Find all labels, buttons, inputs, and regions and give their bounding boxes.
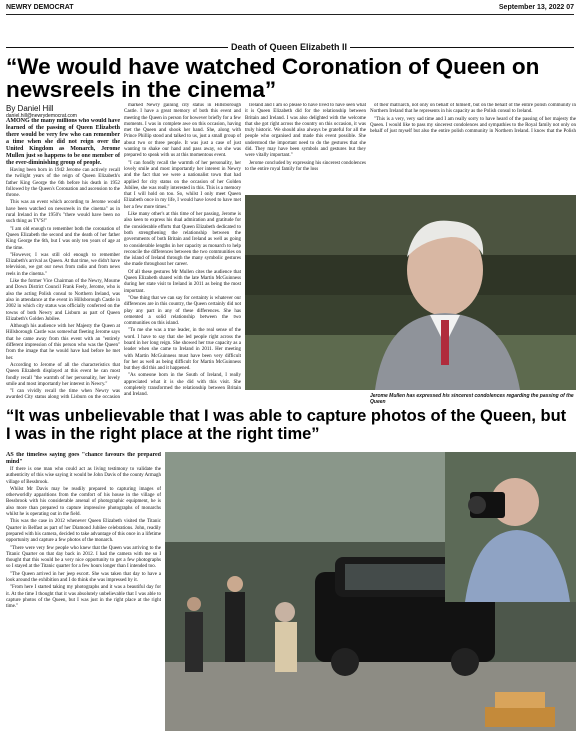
paragraph: Of all these gestures Mr Mullen cites the audience that Queen Elizabeth shared with the late Martin McGuinness during her state visit to Ireland in 2011 as being the most important. xyxy=(124,269,241,294)
paragraph: "As someone born in the South of Ireland, I really appreciated what it is she did with this visit. She completely transformed the relationship between Britain and Ireland. xyxy=(124,373,241,398)
paragraph: Although his audience with her Majesty the Queen at Hillsborough Castle was somewhat fleeting Jerome says that he came away from this event with an "entirely different impression of this person who was the Queen" from the image that he would have had before he met her. xyxy=(6,324,120,361)
paper-name: NEWRY DEMOCRAT xyxy=(6,3,74,11)
section-label: Death of Queen Elizabeth II xyxy=(228,42,350,52)
byline xyxy=(6,104,77,119)
article-column-2 xyxy=(124,103,241,400)
queen-arrival-photo xyxy=(165,452,576,731)
paragraph: "However, I was still old enough to remember Elizabeth's arrival as Queen. At that time, we didn't have television, we got our news from radio and from news reels in the cinema." xyxy=(6,252,120,277)
secondary-headline: “It was unbelievable that I was able to capture photos of the Queen, but I was in the right place at the right time” xyxy=(6,407,567,443)
article-column-4 xyxy=(370,103,576,135)
paragraph: "I am old enough to remember both the coronation of Queen Elizabeth the second and the death of her father King George the 6th, but I was only ten years of age at the time. xyxy=(6,226,120,251)
article2-lead: AS the timeless saying goes "chance favours the prepared mind" xyxy=(6,452,161,465)
paragraph: Whilst Mr Davis may be readily prepared to capturing images of otherworldly apparitions from the comfort of his house in the village of Bessbrook with his considerable arsenal of photographic equipment, he is also more than prepared to capture impressive photographs of monarchs whilst he is operating out in the field. xyxy=(6,486,161,518)
paragraph: Like many other's at this time of her passing, Jerome is also keen to express his dual admiration and gratitude for the considerable efforts that Queen Elizabeth dedicated to both strengthening the relationship between the governments of both Britain and Ireland as well as going to considerable lengths in her capacity as monarch to help reconcile the differences between the two communities on the island of Ireland through the many symbolic gestures she made throughout her career. xyxy=(124,212,241,268)
main-headline: “We would have watched Coronation of Queen on newsreels in the cinema” xyxy=(6,54,540,102)
paragraph: marked Newry gaining city status in Hillsborough Castle. I have a great memory of both this event and meeting the Queen in person for however briefly for a few moments. I was in complete awe on this occasion, having met the Queen and shook her hand. She, along with Prince Phillip stood and talked to us, just a small group of about two or three people. It was just a case of just wanting to shake our hand and pass away, so she was prepared to speak with us at this momentous event. xyxy=(124,103,241,159)
photo-caption: Jerome Mullen has expressed his sincerest condolences regarding the passing of the Queen xyxy=(370,393,574,405)
paragraph: "To me she was a true leader, in the real sense of the word. I have to say that she led people right across the board in her long reign. She showed her true capacity as a leader when she came to Ireland in 2011. Her meeting with Martin McGuinness must have been very difficult for her as well as being difficult for Martin McGuinness but they did this and it happened. xyxy=(124,328,241,372)
byline-email[interactable]: daniel.hill@newrydemocrat.com xyxy=(6,113,77,119)
paragraph: "This is a very, very sad time and I am really sorry to have heard of the passing of her majesty the Queen. I would like to pass my sincerest condolences and sympathies to the Royal family not only on behalf of just myself but also the entire polish community in Northern Ireland. I know that the Polish xyxy=(370,116,576,135)
issue-date: September 13, 2022 07 xyxy=(498,3,574,11)
jerome-mullen-photo xyxy=(245,195,576,390)
byline-name: By Daniel Hill xyxy=(6,104,54,113)
paragraph: Like the former Vice Chairman of the Newry, Mourne and Down District Council Frank Feely, Jerome, who is also the acting Polish consul to Northern Ireland, was also in attendance at the event in Hillsborough Castle in 2002 in which city status was officially conferred on the towns of both Newry and Lisburn as part of Queen Elizabeth's Golden Jubilee. xyxy=(6,279,120,322)
paragraph: "I can fondly recall the warmth of her personality, her lovely smile and most importantly her interest in Newry and the fact that we were a nationalist town that had applied for city status on the occasion of her Golden Jubilee, she was really interested in this. This is a memory that I will hold on too. So, whilst I only meet Queen Elizabeth once in my life, I would have loved to have met her a few more times." xyxy=(124,160,241,210)
paragraph: of their matriarch, not only on behalf of himself, but on the behalf of the entire polish community in Northern Ireland that he represents in his capacity as the Polish consul to Ireland. xyxy=(370,103,576,115)
paragraph: This was an event which according to Jerome would have been watched on newsreels in the cinema" as in rural Ireland in the 1950's "there would have been no such thing as TV'S!" xyxy=(6,200,120,225)
article-column-3 xyxy=(245,103,366,193)
paragraph: Ireland and I am so please to have lived to have seen what it is Queen Elizabeth did for the relationship between Britain and Ireland. I was also delighted with the welcome that she got right across the country on this occasion, it was truly historic. We should also always be grateful for all the people who organised and made this event possible. She understood the important need to do the gestures that she did. They may have been symbols and gestures but they were vitally important." xyxy=(245,103,366,159)
paragraph: "I can vividly recall the time when Newry was awarded City status along with Lisburn on the occasion xyxy=(6,389,120,400)
paragraph: "There were very few people who knew that the Queen was arriving to the Titanic Quarter on that day back in 2012. I had the camera with me so I thought that this would be a very nice opportunity to get a few photographs so I stayed at the Titanic quarter for a few hours longer than I intended too. xyxy=(6,545,161,570)
article2-column xyxy=(6,452,161,732)
paragraph: According to Jerome of all the characteristics that Queen Elizabeth displayed at this event he can most fondly recall "the warmth of her personality, her lovely smile and most importantly her interest in Newry." xyxy=(6,362,120,387)
paragraph: "From here I started taking my photographs and it was a beautiful day for it. At the time I thought that it was absolutely unbelievable that I was able to capture photos of the Queen, but I was just in the right place at the right time." xyxy=(6,585,161,610)
paragraph: If there is one man who could act as living testimony to validate the authenticity of this wise saying it would be John Davis of the county Armagh village of Bessbrook. xyxy=(6,467,161,485)
article-lead: AMONG the many millions who would have learned of the passing of Queen Elizabeth there would be very few who can remember a time when she did not reign over the United Kingdom as Monarch, Jerome Mullen just so happens to be one member of the ever-diminishing group of people. xyxy=(6,118,120,166)
masthead xyxy=(6,0,574,15)
queen-arrival-illustration xyxy=(165,452,576,731)
paragraph: "The Queen arrived in her jeep escort. She was taken that day to have a look around the exhibition and I do think she was impressed by it. xyxy=(6,571,161,584)
portrait-illustration xyxy=(245,195,576,390)
paragraph: "One thing that we can say for certainty is whatever our differences are in this country, the Queen certainly did not play any part in any of these differences. She has cemented a solid relationship between the two communities on this island. xyxy=(124,295,241,327)
paragraph: Jerome concluded by expressing his sincerest condolences to the entire royal family for the loss xyxy=(245,160,366,172)
paragraph: Having been born in 1942 Jerome can actively recall the twilight years of the reign of Queen Elizabeth's father King George the 6th before his death in 1952 followed by the Queen's Coronation and ascension to the throne. xyxy=(6,168,120,199)
article-column-1 xyxy=(6,118,120,400)
paragraph: This was the case in 2012 whenever Queen Elizabeth visited the Titanic Quarter in Belfast as part of her Diamond Jubilee celebrations. John, readily prepared with his camera, decided to take advantage of this once in a lifetime opportunity and capture a few photos of the monarch. xyxy=(6,519,161,544)
